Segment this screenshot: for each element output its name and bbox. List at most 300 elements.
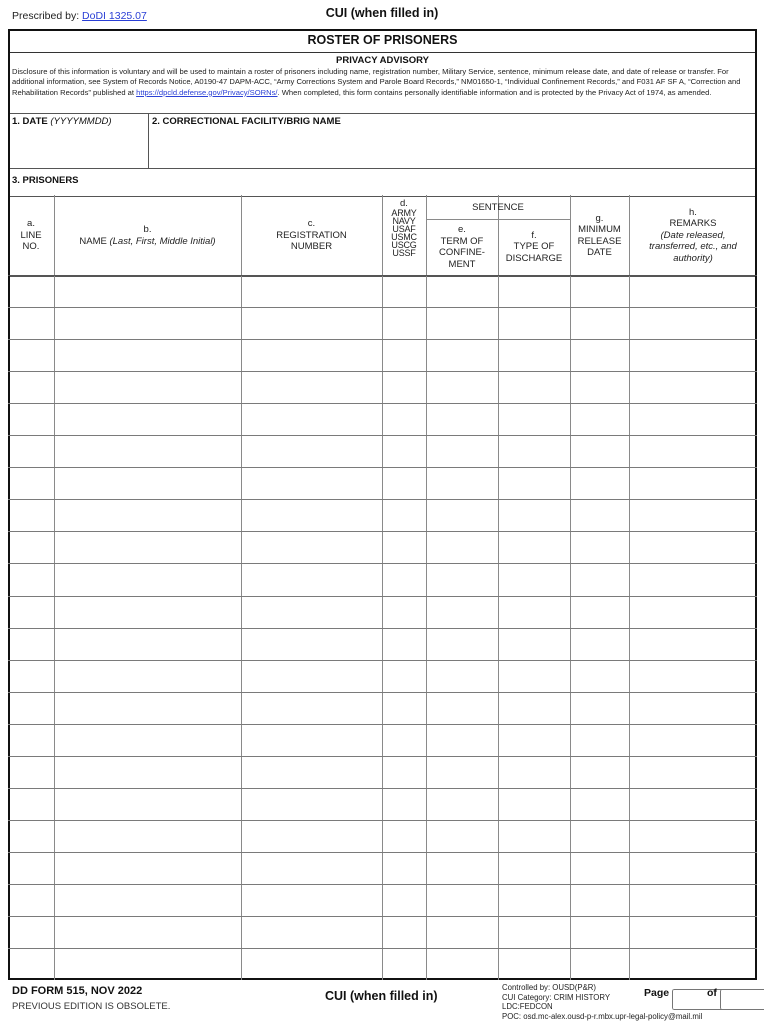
remarks-input[interactable] (630, 757, 756, 787)
cell-minimum-release-date[interactable] (571, 789, 628, 819)
cell-minimum-release-date[interactable] (571, 468, 628, 498)
name-input[interactable] (55, 789, 240, 819)
service-input[interactable] (383, 564, 425, 594)
cell-registration-number[interactable] (242, 789, 381, 819)
cell-remarks[interactable] (630, 725, 756, 755)
service-input[interactable] (383, 789, 425, 819)
cell-term-of-confinement[interactable] (427, 404, 497, 434)
minimum-release-date-input[interactable] (571, 789, 628, 819)
cell-line-no[interactable] (9, 949, 53, 979)
cell-remarks[interactable] (630, 949, 756, 979)
cell-type-of-discharge[interactable] (499, 917, 569, 947)
remarks-input[interactable] (630, 597, 756, 627)
cell-service[interactable] (383, 757, 425, 787)
term-of-confinement-input[interactable] (427, 500, 497, 530)
line-no-input[interactable] (9, 949, 53, 979)
term-of-confinement-input[interactable] (427, 757, 497, 787)
cell-remarks[interactable] (630, 597, 756, 627)
name-input[interactable] (55, 725, 240, 755)
cell-name[interactable] (55, 821, 240, 851)
cell-name[interactable] (55, 597, 240, 627)
sorns-link[interactable]: https://dpcld.defense.gov/Privacy/SORNs/ (136, 87, 278, 97)
cell-term-of-confinement[interactable] (427, 597, 497, 627)
cell-minimum-release-date[interactable] (571, 404, 628, 434)
minimum-release-date-input[interactable] (571, 404, 628, 434)
cell-remarks[interactable] (630, 276, 756, 306)
minimum-release-date-input[interactable] (571, 725, 628, 755)
cell-term-of-confinement[interactable] (427, 725, 497, 755)
cell-service[interactable] (383, 564, 425, 594)
line-no-input[interactable] (9, 532, 53, 562)
cell-minimum-release-date[interactable] (571, 853, 628, 883)
cell-name[interactable] (55, 917, 240, 947)
cell-term-of-confinement[interactable] (427, 789, 497, 819)
type-of-discharge-input[interactable] (499, 725, 569, 755)
line-no-input[interactable] (9, 693, 53, 723)
cell-remarks[interactable] (630, 308, 756, 338)
cell-registration-number[interactable] (242, 276, 381, 306)
term-of-confinement-input[interactable] (427, 597, 497, 627)
name-input[interactable] (55, 276, 240, 306)
cell-remarks[interactable] (630, 693, 756, 723)
line-no-input[interactable] (9, 725, 53, 755)
remarks-input[interactable] (630, 500, 756, 530)
page-total-field[interactable] (720, 989, 754, 1002)
cell-remarks[interactable] (630, 404, 756, 434)
service-input[interactable] (383, 629, 425, 659)
minimum-release-date-input[interactable] (571, 629, 628, 659)
line-no-input[interactable] (9, 340, 53, 370)
cell-service[interactable] (383, 725, 425, 755)
cell-term-of-confinement[interactable] (427, 340, 497, 370)
cell-service[interactable] (383, 276, 425, 306)
name-input[interactable] (55, 693, 240, 723)
minimum-release-date-input[interactable] (571, 340, 628, 370)
cell-name[interactable] (55, 468, 240, 498)
remarks-input[interactable] (630, 564, 756, 594)
term-of-confinement-input[interactable] (427, 404, 497, 434)
line-no-input[interactable] (9, 404, 53, 434)
service-input[interactable] (383, 308, 425, 338)
cell-registration-number[interactable] (242, 725, 381, 755)
cell-minimum-release-date[interactable] (571, 276, 628, 306)
name-input[interactable] (55, 885, 240, 915)
term-of-confinement-input[interactable] (427, 276, 497, 306)
cell-registration-number[interactable] (242, 885, 381, 915)
cell-registration-number[interactable] (242, 917, 381, 947)
registration-number-input[interactable] (242, 276, 381, 306)
name-input[interactable] (55, 757, 240, 787)
cell-type-of-discharge[interactable] (499, 789, 569, 819)
type-of-discharge-input[interactable] (499, 949, 569, 979)
line-no-input[interactable] (9, 500, 53, 530)
term-of-confinement-input[interactable] (427, 885, 497, 915)
registration-number-input[interactable] (242, 821, 381, 851)
line-no-input[interactable] (9, 436, 53, 466)
line-no-input[interactable] (9, 789, 53, 819)
cell-type-of-discharge[interactable] (499, 693, 569, 723)
cell-registration-number[interactable] (242, 661, 381, 691)
cell-line-no[interactable] (9, 340, 53, 370)
cell-minimum-release-date[interactable] (571, 500, 628, 530)
cell-name[interactable] (55, 372, 240, 402)
cell-type-of-discharge[interactable] (499, 597, 569, 627)
cell-registration-number[interactable] (242, 853, 381, 883)
cell-service[interactable] (383, 661, 425, 691)
date-field[interactable] (10, 130, 146, 164)
cell-line-no[interactable] (9, 853, 53, 883)
service-input[interactable] (383, 276, 425, 306)
line-no-input[interactable] (9, 564, 53, 594)
cell-service[interactable] (383, 821, 425, 851)
name-input[interactable] (55, 597, 240, 627)
registration-number-input[interactable] (242, 468, 381, 498)
cell-service[interactable] (383, 532, 425, 562)
cell-line-no[interactable] (9, 629, 53, 659)
cell-registration-number[interactable] (242, 436, 381, 466)
cell-type-of-discharge[interactable] (499, 757, 569, 787)
name-input[interactable] (55, 949, 240, 979)
term-of-confinement-input[interactable] (427, 853, 497, 883)
remarks-input[interactable] (630, 276, 756, 306)
remarks-input[interactable] (630, 789, 756, 819)
cell-service[interactable] (383, 500, 425, 530)
cell-name[interactable] (55, 564, 240, 594)
cell-term-of-confinement[interactable] (427, 308, 497, 338)
cell-registration-number[interactable] (242, 404, 381, 434)
cell-line-no[interactable] (9, 468, 53, 498)
minimum-release-date-input[interactable] (571, 532, 628, 562)
cell-service[interactable] (383, 436, 425, 466)
cell-line-no[interactable] (9, 661, 53, 691)
cell-registration-number[interactable] (242, 340, 381, 370)
type-of-discharge-input[interactable] (499, 661, 569, 691)
cell-remarks[interactable] (630, 821, 756, 851)
minimum-release-date-input[interactable] (571, 757, 628, 787)
cell-name[interactable] (55, 949, 240, 979)
type-of-discharge-input[interactable] (499, 564, 569, 594)
remarks-input[interactable] (630, 917, 756, 947)
cell-minimum-release-date[interactable] (571, 532, 628, 562)
cell-line-no[interactable] (9, 372, 53, 402)
cell-line-no[interactable] (9, 789, 53, 819)
type-of-discharge-input[interactable] (499, 436, 569, 466)
type-of-discharge-input[interactable] (499, 308, 569, 338)
cell-registration-number[interactable] (242, 532, 381, 562)
cell-registration-number[interactable] (242, 308, 381, 338)
cell-minimum-release-date[interactable] (571, 949, 628, 979)
service-input[interactable] (383, 693, 425, 723)
remarks-input[interactable] (630, 340, 756, 370)
cell-minimum-release-date[interactable] (571, 821, 628, 851)
type-of-discharge-input[interactable] (499, 885, 569, 915)
cell-service[interactable] (383, 308, 425, 338)
date-input[interactable] (10, 130, 146, 164)
type-of-discharge-input[interactable] (499, 340, 569, 370)
cell-remarks[interactable] (630, 853, 756, 883)
registration-number-input[interactable] (242, 885, 381, 915)
line-no-input[interactable] (9, 853, 53, 883)
cell-minimum-release-date[interactable] (571, 436, 628, 466)
line-no-input[interactable] (9, 372, 53, 402)
service-input[interactable] (383, 885, 425, 915)
page-total-input[interactable] (720, 989, 764, 1010)
name-input[interactable] (55, 853, 240, 883)
remarks-input[interactable] (630, 693, 756, 723)
cell-name[interactable] (55, 693, 240, 723)
term-of-confinement-input[interactable] (427, 661, 497, 691)
minimum-release-date-input[interactable] (571, 564, 628, 594)
facility-field[interactable] (150, 130, 755, 164)
minimum-release-date-input[interactable] (571, 693, 628, 723)
cell-line-no[interactable] (9, 725, 53, 755)
cell-name[interactable] (55, 629, 240, 659)
cell-minimum-release-date[interactable] (571, 885, 628, 915)
service-input[interactable] (383, 853, 425, 883)
term-of-confinement-input[interactable] (427, 693, 497, 723)
cell-line-no[interactable] (9, 885, 53, 915)
cell-remarks[interactable] (630, 789, 756, 819)
registration-number-input[interactable] (242, 308, 381, 338)
cell-term-of-confinement[interactable] (427, 372, 497, 402)
line-no-input[interactable] (9, 468, 53, 498)
cell-registration-number[interactable] (242, 757, 381, 787)
cell-type-of-discharge[interactable] (499, 404, 569, 434)
cell-name[interactable] (55, 725, 240, 755)
term-of-confinement-input[interactable] (427, 725, 497, 755)
remarks-input[interactable] (630, 468, 756, 498)
remarks-input[interactable] (630, 949, 756, 979)
service-input[interactable] (383, 500, 425, 530)
term-of-confinement-input[interactable] (427, 532, 497, 562)
minimum-release-date-input[interactable] (571, 308, 628, 338)
type-of-discharge-input[interactable] (499, 821, 569, 851)
minimum-release-date-input[interactable] (571, 500, 628, 530)
cell-name[interactable] (55, 500, 240, 530)
cell-name[interactable] (55, 885, 240, 915)
name-input[interactable] (55, 404, 240, 434)
service-input[interactable] (383, 949, 425, 979)
remarks-input[interactable] (630, 436, 756, 466)
cell-term-of-confinement[interactable] (427, 949, 497, 979)
cell-remarks[interactable] (630, 885, 756, 915)
term-of-confinement-input[interactable] (427, 564, 497, 594)
cell-remarks[interactable] (630, 468, 756, 498)
registration-number-input[interactable] (242, 917, 381, 947)
cell-line-no[interactable] (9, 564, 53, 594)
line-no-input[interactable] (9, 917, 53, 947)
cell-type-of-discharge[interactable] (499, 500, 569, 530)
cell-remarks[interactable] (630, 372, 756, 402)
term-of-confinement-input[interactable] (427, 436, 497, 466)
cell-line-no[interactable] (9, 693, 53, 723)
registration-number-input[interactable] (242, 340, 381, 370)
term-of-confinement-input[interactable] (427, 308, 497, 338)
type-of-discharge-input[interactable] (499, 629, 569, 659)
registration-number-input[interactable] (242, 693, 381, 723)
name-input[interactable] (55, 468, 240, 498)
cell-term-of-confinement[interactable] (427, 629, 497, 659)
cell-term-of-confinement[interactable] (427, 917, 497, 947)
cell-line-no[interactable] (9, 532, 53, 562)
cell-registration-number[interactable] (242, 372, 381, 402)
cell-name[interactable] (55, 661, 240, 691)
line-no-input[interactable] (9, 308, 53, 338)
name-input[interactable] (55, 821, 240, 851)
cell-line-no[interactable] (9, 821, 53, 851)
registration-number-input[interactable] (242, 532, 381, 562)
service-input[interactable] (383, 661, 425, 691)
cell-term-of-confinement[interactable] (427, 468, 497, 498)
cell-name[interactable] (55, 436, 240, 466)
cell-remarks[interactable] (630, 340, 756, 370)
cell-service[interactable] (383, 597, 425, 627)
cell-registration-number[interactable] (242, 500, 381, 530)
service-input[interactable] (383, 821, 425, 851)
line-no-input[interactable] (9, 597, 53, 627)
cell-term-of-confinement[interactable] (427, 564, 497, 594)
term-of-confinement-input[interactable] (427, 372, 497, 402)
service-input[interactable] (383, 468, 425, 498)
name-input[interactable] (55, 500, 240, 530)
type-of-discharge-input[interactable] (499, 693, 569, 723)
cell-service[interactable] (383, 853, 425, 883)
cell-service[interactable] (383, 468, 425, 498)
term-of-confinement-input[interactable] (427, 821, 497, 851)
registration-number-input[interactable] (242, 725, 381, 755)
registration-number-input[interactable] (242, 564, 381, 594)
name-input[interactable] (55, 532, 240, 562)
cell-registration-number[interactable] (242, 597, 381, 627)
registration-number-input[interactable] (242, 500, 381, 530)
line-no-input[interactable] (9, 661, 53, 691)
cell-minimum-release-date[interactable] (571, 693, 628, 723)
term-of-confinement-input[interactable] (427, 949, 497, 979)
cell-term-of-confinement[interactable] (427, 661, 497, 691)
remarks-input[interactable] (630, 853, 756, 883)
service-input[interactable] (383, 532, 425, 562)
service-input[interactable] (383, 340, 425, 370)
cell-type-of-discharge[interactable] (499, 308, 569, 338)
cell-type-of-discharge[interactable] (499, 853, 569, 883)
term-of-confinement-input[interactable] (427, 789, 497, 819)
cell-type-of-discharge[interactable] (499, 661, 569, 691)
cell-type-of-discharge[interactable] (499, 885, 569, 915)
registration-number-input[interactable] (242, 661, 381, 691)
cell-term-of-confinement[interactable] (427, 821, 497, 851)
minimum-release-date-input[interactable] (571, 597, 628, 627)
service-input[interactable] (383, 725, 425, 755)
registration-number-input[interactable] (242, 436, 381, 466)
cell-minimum-release-date[interactable] (571, 564, 628, 594)
name-input[interactable] (55, 629, 240, 659)
cell-service[interactable] (383, 372, 425, 402)
remarks-input[interactable] (630, 661, 756, 691)
service-input[interactable] (383, 597, 425, 627)
registration-number-input[interactable] (242, 404, 381, 434)
service-input[interactable] (383, 436, 425, 466)
minimum-release-date-input[interactable] (571, 372, 628, 402)
cell-name[interactable] (55, 789, 240, 819)
type-of-discharge-input[interactable] (499, 468, 569, 498)
cell-name[interactable] (55, 404, 240, 434)
line-no-input[interactable] (9, 821, 53, 851)
cell-minimum-release-date[interactable] (571, 917, 628, 947)
cell-name[interactable] (55, 757, 240, 787)
cell-remarks[interactable] (630, 757, 756, 787)
term-of-confinement-input[interactable] (427, 468, 497, 498)
service-input[interactable] (383, 917, 425, 947)
minimum-release-date-input[interactable] (571, 853, 628, 883)
cell-remarks[interactable] (630, 661, 756, 691)
cell-line-no[interactable] (9, 308, 53, 338)
type-of-discharge-input[interactable] (499, 597, 569, 627)
minimum-release-date-input[interactable] (571, 468, 628, 498)
name-input[interactable] (55, 436, 240, 466)
name-input[interactable] (55, 661, 240, 691)
cell-registration-number[interactable] (242, 949, 381, 979)
cell-line-no[interactable] (9, 597, 53, 627)
cell-minimum-release-date[interactable] (571, 725, 628, 755)
cell-term-of-confinement[interactable] (427, 757, 497, 787)
name-input[interactable] (55, 308, 240, 338)
line-no-input[interactable] (9, 629, 53, 659)
cell-type-of-discharge[interactable] (499, 949, 569, 979)
cell-line-no[interactable] (9, 436, 53, 466)
cell-term-of-confinement[interactable] (427, 276, 497, 306)
cell-minimum-release-date[interactable] (571, 597, 628, 627)
cell-remarks[interactable] (630, 532, 756, 562)
cell-minimum-release-date[interactable] (571, 629, 628, 659)
cell-type-of-discharge[interactable] (499, 725, 569, 755)
cell-type-of-discharge[interactable] (499, 436, 569, 466)
registration-number-input[interactable] (242, 597, 381, 627)
type-of-discharge-input[interactable] (499, 276, 569, 306)
minimum-release-date-input[interactable] (571, 917, 628, 947)
cell-registration-number[interactable] (242, 693, 381, 723)
term-of-confinement-input[interactable] (427, 340, 497, 370)
minimum-release-date-input[interactable] (571, 436, 628, 466)
name-input[interactable] (55, 372, 240, 402)
cell-term-of-confinement[interactable] (427, 885, 497, 915)
cell-registration-number[interactable] (242, 629, 381, 659)
cell-minimum-release-date[interactable] (571, 661, 628, 691)
remarks-input[interactable] (630, 725, 756, 755)
dodi-link[interactable]: DoDI 1325.07 (82, 10, 147, 22)
cell-registration-number[interactable] (242, 468, 381, 498)
service-input[interactable] (383, 404, 425, 434)
cell-line-no[interactable] (9, 757, 53, 787)
cell-type-of-discharge[interactable] (499, 468, 569, 498)
cell-minimum-release-date[interactable] (571, 308, 628, 338)
cell-term-of-confinement[interactable] (427, 853, 497, 883)
cell-service[interactable] (383, 340, 425, 370)
remarks-input[interactable] (630, 404, 756, 434)
minimum-release-date-input[interactable] (571, 885, 628, 915)
registration-number-input[interactable] (242, 629, 381, 659)
remarks-input[interactable] (630, 532, 756, 562)
cell-type-of-discharge[interactable] (499, 821, 569, 851)
registration-number-input[interactable] (242, 372, 381, 402)
cell-minimum-release-date[interactable] (571, 340, 628, 370)
type-of-discharge-input[interactable] (499, 500, 569, 530)
cell-term-of-confinement[interactable] (427, 500, 497, 530)
cell-remarks[interactable] (630, 436, 756, 466)
service-input[interactable] (383, 372, 425, 402)
page-number-field[interactable] (672, 989, 700, 1002)
cell-minimum-release-date[interactable] (571, 372, 628, 402)
cell-name[interactable] (55, 532, 240, 562)
